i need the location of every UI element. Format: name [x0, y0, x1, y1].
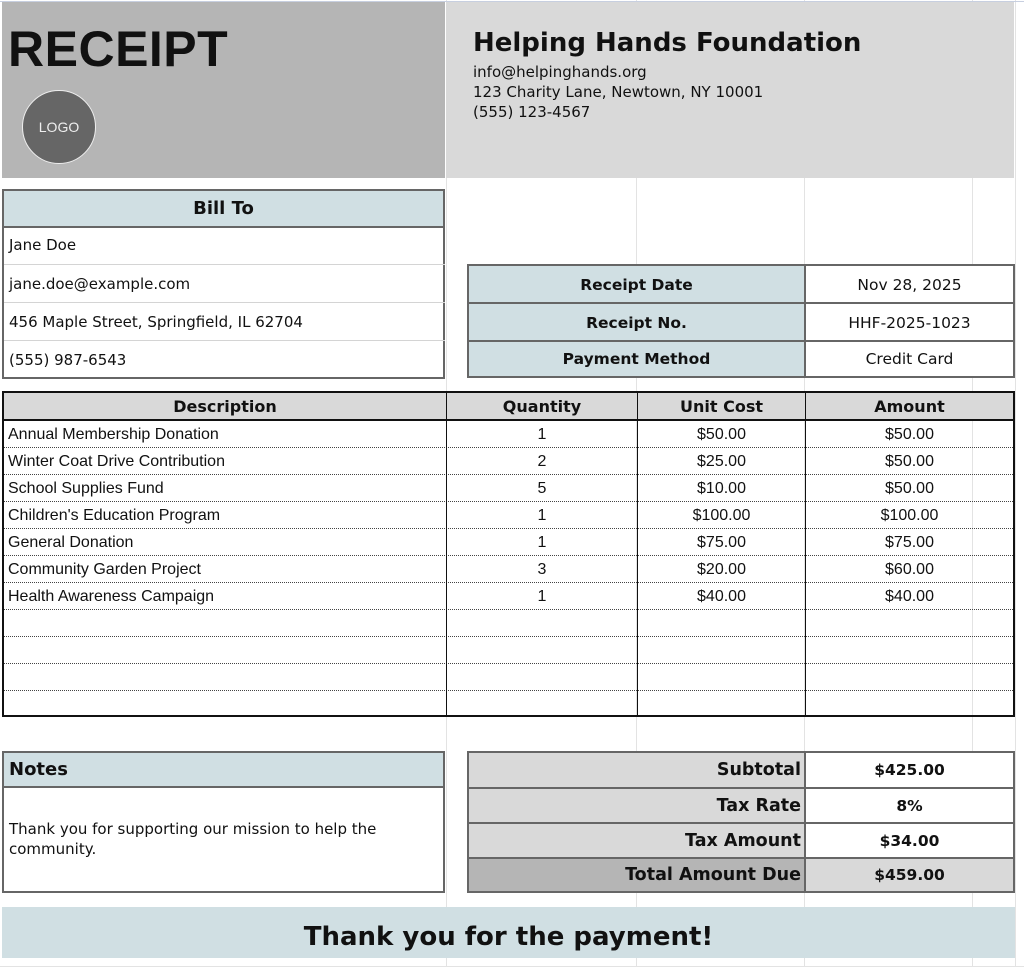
cell-quantity: [447, 664, 637, 690]
cell-description: Children's Education Program: [8, 507, 221, 524]
tax-amount-label: Tax Amount: [469, 824, 806, 857]
cell-amount: [806, 637, 1013, 663]
receipt-number-row: [469, 304, 1013, 342]
table-row: [4, 637, 1013, 664]
total-due-value: $459.00: [806, 859, 1013, 891]
cell-description: Health Awareness Campaign: [8, 588, 215, 605]
cell-unit-cost: [638, 664, 805, 690]
column-header-amount: Amount: [806, 393, 1013, 421]
cell-unit-cost: $10.00: [697, 480, 746, 497]
tax-amount-value: $34.00: [806, 824, 1013, 857]
payment-method-label: Payment Method: [469, 342, 806, 376]
cell-quantity: 1: [537, 534, 547, 551]
organization-address: 123 Charity Lane, Newtown, NY 10001: [473, 83, 764, 101]
organization-name: Helping Hands Foundation: [473, 28, 862, 58]
table-row: [4, 502, 1013, 529]
cell-unit-cost: [638, 610, 805, 636]
column-header-unit-cost: Unit Cost: [638, 393, 805, 421]
cell-amount: $75.00: [885, 534, 934, 551]
table-row: [4, 448, 1013, 475]
table-row: [4, 529, 1013, 556]
table-row: [4, 421, 1013, 448]
payment-method-row: [469, 342, 1013, 376]
cell-amount: [806, 664, 1013, 690]
items-table: [2, 391, 1015, 717]
cell-description: Winter Coat Drive Contribution: [8, 453, 225, 470]
logo: LOGO: [22, 90, 96, 164]
cell-unit-cost: $100.00: [692, 507, 751, 524]
bill-to-name: Jane Doe: [9, 236, 77, 254]
cell-description: Annual Membership Donation: [8, 426, 219, 443]
cell-quantity: 2: [537, 453, 547, 470]
table-row: [4, 664, 1013, 691]
cell-amount: [806, 691, 1013, 718]
grid-line: [1015, 0, 1016, 967]
cell-description: [4, 691, 446, 718]
bill-to-box: [2, 226, 445, 379]
cell-unit-cost: [638, 637, 805, 663]
cell-amount: $50.00: [885, 480, 934, 497]
bill-to-heading: Bill To: [2, 189, 445, 228]
bill-to-address: 456 Maple Street, Springfield, IL 62704: [4, 302, 445, 340]
receipt-number-value: HHF-2025-1023: [806, 304, 1013, 342]
bill-to-phone: (555) 987-6543: [4, 340, 445, 378]
cell-unit-cost: $20.00: [697, 561, 746, 578]
cell-amount: $40.00: [885, 588, 934, 605]
cell-amount: $60.00: [885, 561, 934, 578]
cell-quantity: 3: [537, 561, 547, 578]
cell-quantity: [447, 691, 637, 718]
column-divider: [446, 393, 447, 715]
receipt-date-row: [469, 266, 1013, 304]
cell-description: [4, 664, 446, 690]
cell-description: [4, 637, 446, 663]
payment-method-value: Credit Card: [806, 342, 1013, 376]
receipt-date-label: Receipt Date: [469, 266, 806, 304]
tax-rate-row: [469, 789, 1013, 822]
cell-amount: $50.00: [885, 453, 934, 470]
cell-unit-cost: $50.00: [697, 426, 746, 443]
column-header-quantity: Quantity: [447, 393, 637, 421]
receipt-info-table: [467, 264, 1015, 378]
tax-amount-row: [469, 824, 1013, 857]
cell-unit-cost: $25.00: [697, 453, 746, 470]
organization-email: info@helpinghands.org: [473, 63, 647, 81]
cell-quantity: 1: [537, 426, 547, 443]
organization-phone: (555) 123-4567: [473, 103, 591, 121]
tax-rate-value: 8%: [806, 789, 1013, 822]
cell-unit-cost: $40.00: [697, 588, 746, 605]
cell-amount: [806, 610, 1013, 636]
cell-description: Community Garden Project: [8, 561, 201, 578]
cell-amount: $100.00: [880, 507, 939, 524]
table-row: [4, 691, 1013, 718]
column-divider: [637, 393, 638, 715]
subtotal-row: [469, 753, 1013, 787]
notes-heading: Notes: [2, 751, 445, 788]
cell-amount: $50.00: [885, 426, 934, 443]
total-due-row: [469, 859, 1013, 891]
cell-unit-cost: [638, 691, 805, 718]
tax-rate-label: Tax Rate: [469, 789, 806, 822]
notes-text: Thank you for supporting our mission to help the community.: [2, 786, 445, 893]
totals-table: [467, 751, 1015, 893]
receipt-number-label: Receipt No.: [469, 304, 806, 342]
cell-description: [4, 610, 446, 636]
cell-quantity: 1: [537, 507, 547, 524]
cell-unit-cost: $75.00: [697, 534, 746, 551]
column-header-description: Description: [4, 393, 446, 421]
table-row: [4, 583, 1013, 610]
table-row: [4, 475, 1013, 502]
cell-quantity: [447, 637, 637, 663]
bill-to-email: jane.doe@example.com: [4, 264, 445, 302]
cell-quantity: [447, 610, 637, 636]
column-divider: [805, 393, 806, 715]
cell-description: School Supplies Fund: [8, 480, 164, 497]
subtotal-label: Subtotal: [469, 753, 806, 787]
cell-quantity: 5: [537, 480, 547, 497]
thank-you-banner: Thank you for the payment!: [2, 907, 1015, 958]
cell-description: General Donation: [8, 534, 134, 551]
cell-quantity: 1: [537, 588, 547, 605]
table-row: [4, 556, 1013, 583]
total-due-label: Total Amount Due: [469, 859, 806, 891]
receipt-date-value: Nov 28, 2025: [806, 266, 1013, 304]
subtotal-value: $425.00: [806, 753, 1013, 787]
receipt-title: RECEIPT: [8, 21, 229, 77]
table-row: [4, 610, 1013, 637]
